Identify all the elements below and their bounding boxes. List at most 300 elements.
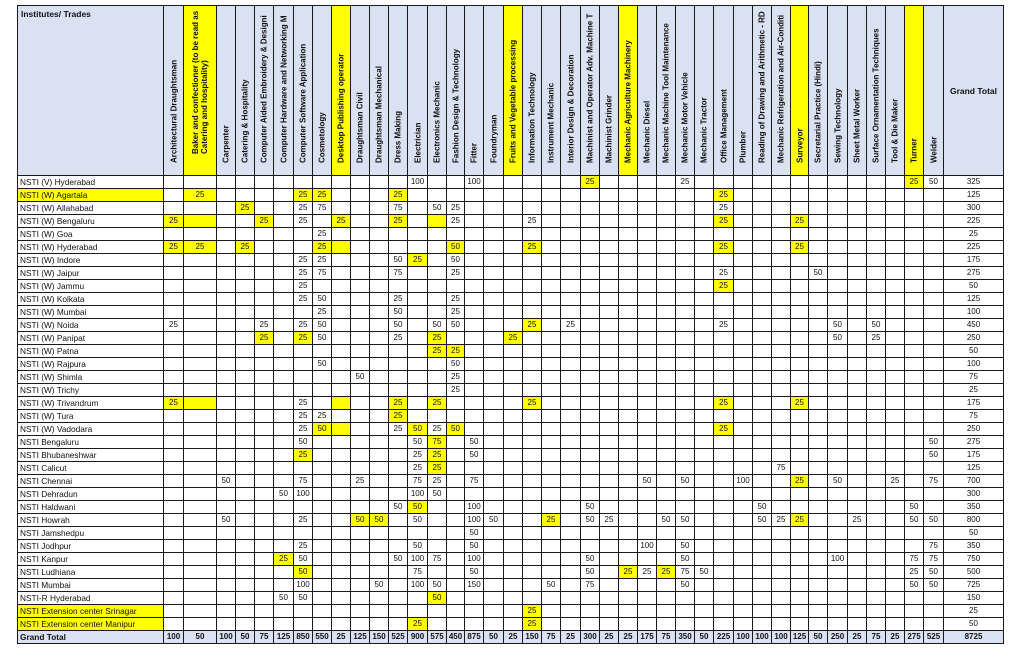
value-cell[interactable] xyxy=(484,202,504,215)
value-cell[interactable] xyxy=(657,605,676,618)
column-total-cell[interactable]: 75 xyxy=(255,631,274,644)
value-cell[interactable] xyxy=(447,397,465,410)
value-cell[interactable] xyxy=(905,306,924,319)
value-cell[interactable] xyxy=(924,267,944,280)
value-cell[interactable] xyxy=(809,384,828,397)
value-cell[interactable] xyxy=(164,579,184,592)
value-cell[interactable] xyxy=(809,527,828,540)
value-cell[interactable] xyxy=(791,423,809,436)
value-cell[interactable] xyxy=(523,553,542,566)
value-cell[interactable] xyxy=(581,358,600,371)
value-cell[interactable] xyxy=(217,605,236,618)
value-cell[interactable] xyxy=(523,514,542,527)
value-cell[interactable] xyxy=(619,449,638,462)
value-cell[interactable]: 50 xyxy=(408,423,428,436)
value-cell[interactable] xyxy=(809,293,828,306)
value-cell[interactable] xyxy=(828,488,848,501)
value-cell[interactable] xyxy=(504,293,523,306)
value-cell[interactable]: 50 xyxy=(465,449,484,462)
value-cell[interactable] xyxy=(164,332,184,345)
value-cell[interactable] xyxy=(867,514,886,527)
value-cell[interactable]: 50 xyxy=(484,514,504,527)
value-cell[interactable]: 25 xyxy=(657,566,676,579)
value-cell[interactable] xyxy=(484,488,504,501)
value-cell[interactable]: 25 xyxy=(428,423,447,436)
value-cell[interactable] xyxy=(332,514,351,527)
value-cell[interactable] xyxy=(561,397,581,410)
value-cell[interactable] xyxy=(734,254,753,267)
value-cell[interactable] xyxy=(695,215,714,228)
value-cell[interactable] xyxy=(867,566,886,579)
value-cell[interactable] xyxy=(523,462,542,475)
value-cell[interactable] xyxy=(447,514,465,527)
value-cell[interactable] xyxy=(676,306,695,319)
value-cell[interactable] xyxy=(428,254,447,267)
value-cell[interactable] xyxy=(504,436,523,449)
value-cell[interactable] xyxy=(848,566,867,579)
value-cell[interactable] xyxy=(313,527,332,540)
value-cell[interactable] xyxy=(236,462,255,475)
value-cell[interactable] xyxy=(905,371,924,384)
value-cell[interactable] xyxy=(255,553,274,566)
value-cell[interactable] xyxy=(274,423,294,436)
value-cell[interactable]: 25 xyxy=(313,254,332,267)
value-cell[interactable] xyxy=(428,215,447,228)
value-cell[interactable] xyxy=(484,462,504,475)
value-cell[interactable]: 25 xyxy=(294,189,313,202)
value-cell[interactable] xyxy=(848,202,867,215)
value-cell[interactable] xyxy=(791,579,809,592)
row-grand-total-cell[interactable]: 50 xyxy=(944,345,1004,358)
value-cell[interactable]: 50 xyxy=(905,501,924,514)
value-cell[interactable] xyxy=(332,280,351,293)
value-cell[interactable] xyxy=(255,618,274,631)
value-cell[interactable] xyxy=(236,579,255,592)
value-cell[interactable] xyxy=(184,332,217,345)
value-cell[interactable] xyxy=(905,410,924,423)
value-cell[interactable] xyxy=(184,566,217,579)
value-cell[interactable] xyxy=(828,527,848,540)
value-cell[interactable] xyxy=(236,176,255,189)
value-cell[interactable]: 25 xyxy=(791,215,809,228)
value-cell[interactable]: 25 xyxy=(294,293,313,306)
value-cell[interactable] xyxy=(924,488,944,501)
column-header[interactable] xyxy=(484,6,504,176)
value-cell[interactable] xyxy=(753,215,772,228)
value-cell[interactable]: 100 xyxy=(734,475,753,488)
value-cell[interactable] xyxy=(734,553,753,566)
value-cell[interactable] xyxy=(236,293,255,306)
value-cell[interactable] xyxy=(428,605,447,618)
value-cell[interactable] xyxy=(313,397,332,410)
value-cell[interactable] xyxy=(657,384,676,397)
value-cell[interactable] xyxy=(561,306,581,319)
value-cell[interactable]: 25 xyxy=(676,176,695,189)
value-cell[interactable]: 75 xyxy=(581,579,600,592)
value-cell[interactable] xyxy=(734,501,753,514)
value-cell[interactable] xyxy=(504,592,523,605)
value-cell[interactable] xyxy=(695,202,714,215)
value-cell[interactable] xyxy=(408,371,428,384)
value-cell[interactable] xyxy=(255,592,274,605)
value-cell[interactable] xyxy=(905,462,924,475)
value-cell[interactable] xyxy=(772,579,791,592)
value-cell[interactable] xyxy=(619,189,638,202)
value-cell[interactable] xyxy=(657,449,676,462)
value-cell[interactable] xyxy=(600,475,619,488)
value-cell[interactable] xyxy=(484,176,504,189)
value-cell[interactable] xyxy=(408,345,428,358)
value-cell[interactable]: 100 xyxy=(638,540,657,553)
value-cell[interactable] xyxy=(236,215,255,228)
value-cell[interactable] xyxy=(905,293,924,306)
value-cell[interactable] xyxy=(523,371,542,384)
value-cell[interactable] xyxy=(638,189,657,202)
value-cell[interactable] xyxy=(828,605,848,618)
value-cell[interactable] xyxy=(848,280,867,293)
value-cell[interactable] xyxy=(184,436,217,449)
column-total-cell[interactable]: 525 xyxy=(924,631,944,644)
value-cell[interactable] xyxy=(924,501,944,514)
value-cell[interactable] xyxy=(848,345,867,358)
value-cell[interactable]: 25 xyxy=(428,397,447,410)
value-cell[interactable]: 75 xyxy=(408,566,428,579)
value-cell[interactable] xyxy=(217,345,236,358)
value-cell[interactable] xyxy=(184,488,217,501)
institute-name-cell[interactable]: NSTI (W) Jaipur xyxy=(18,267,164,280)
column-total-cell[interactable]: 25 xyxy=(504,631,523,644)
value-cell[interactable]: 50 xyxy=(294,592,313,605)
value-cell[interactable] xyxy=(734,384,753,397)
column-total-cell[interactable]: 450 xyxy=(447,631,465,644)
value-cell[interactable] xyxy=(809,592,828,605)
value-cell[interactable] xyxy=(828,397,848,410)
value-cell[interactable] xyxy=(791,293,809,306)
value-cell[interactable] xyxy=(447,462,465,475)
value-cell[interactable] xyxy=(848,267,867,280)
value-cell[interactable] xyxy=(638,202,657,215)
value-cell[interactable] xyxy=(504,384,523,397)
value-cell[interactable] xyxy=(370,436,389,449)
value-cell[interactable] xyxy=(351,501,370,514)
column-header[interactable] xyxy=(848,6,867,176)
value-cell[interactable] xyxy=(408,215,428,228)
value-cell[interactable] xyxy=(313,215,332,228)
row-grand-total-cell[interactable]: 800 xyxy=(944,514,1004,527)
value-cell[interactable] xyxy=(695,189,714,202)
value-cell[interactable] xyxy=(809,280,828,293)
value-cell[interactable] xyxy=(447,475,465,488)
value-cell[interactable] xyxy=(332,566,351,579)
value-cell[interactable] xyxy=(619,280,638,293)
value-cell[interactable] xyxy=(714,540,734,553)
value-cell[interactable] xyxy=(619,475,638,488)
value-cell[interactable] xyxy=(695,306,714,319)
row-grand-total-cell[interactable]: 25 xyxy=(944,228,1004,241)
value-cell[interactable] xyxy=(924,228,944,241)
value-cell[interactable] xyxy=(791,527,809,540)
value-cell[interactable] xyxy=(164,449,184,462)
value-cell[interactable] xyxy=(867,176,886,189)
value-cell[interactable] xyxy=(734,605,753,618)
value-cell[interactable] xyxy=(886,592,905,605)
value-cell[interactable] xyxy=(447,449,465,462)
value-cell[interactable] xyxy=(351,488,370,501)
value-cell[interactable] xyxy=(274,449,294,462)
value-cell[interactable] xyxy=(217,384,236,397)
value-cell[interactable]: 100 xyxy=(408,579,428,592)
value-cell[interactable] xyxy=(657,488,676,501)
value-cell[interactable] xyxy=(791,358,809,371)
value-cell[interactable] xyxy=(447,553,465,566)
value-cell[interactable] xyxy=(370,332,389,345)
value-cell[interactable] xyxy=(791,267,809,280)
column-total-cell[interactable]: 100 xyxy=(217,631,236,644)
value-cell[interactable]: 25 xyxy=(447,345,465,358)
value-cell[interactable] xyxy=(428,527,447,540)
value-cell[interactable] xyxy=(465,280,484,293)
value-cell[interactable] xyxy=(714,475,734,488)
value-cell[interactable] xyxy=(236,280,255,293)
value-cell[interactable] xyxy=(848,488,867,501)
value-cell[interactable] xyxy=(676,267,695,280)
value-cell[interactable] xyxy=(886,397,905,410)
value-cell[interactable] xyxy=(351,618,370,631)
value-cell[interactable] xyxy=(714,332,734,345)
value-cell[interactable] xyxy=(753,267,772,280)
institute-name-cell[interactable]: NSTI Howrah xyxy=(18,514,164,527)
value-cell[interactable] xyxy=(370,176,389,189)
value-cell[interactable] xyxy=(523,410,542,423)
value-cell[interactable] xyxy=(217,449,236,462)
column-header[interactable] xyxy=(274,6,294,176)
value-cell[interactable] xyxy=(523,306,542,319)
value-cell[interactable] xyxy=(408,189,428,202)
value-cell[interactable]: 50 xyxy=(695,566,714,579)
value-cell[interactable] xyxy=(428,501,447,514)
value-cell[interactable] xyxy=(867,384,886,397)
value-cell[interactable] xyxy=(351,540,370,553)
value-cell[interactable] xyxy=(523,592,542,605)
value-cell[interactable] xyxy=(523,228,542,241)
value-cell[interactable] xyxy=(867,436,886,449)
value-cell[interactable] xyxy=(791,280,809,293)
column-header[interactable] xyxy=(600,6,619,176)
column-total-cell[interactable]: 50 xyxy=(809,631,828,644)
value-cell[interactable]: 100 xyxy=(408,176,428,189)
value-cell[interactable] xyxy=(236,306,255,319)
value-cell[interactable] xyxy=(924,462,944,475)
value-cell[interactable] xyxy=(809,436,828,449)
value-cell[interactable] xyxy=(523,280,542,293)
value-cell[interactable] xyxy=(809,553,828,566)
value-cell[interactable] xyxy=(465,462,484,475)
column-total-cell[interactable]: 100 xyxy=(753,631,772,644)
value-cell[interactable] xyxy=(465,618,484,631)
value-cell[interactable] xyxy=(294,527,313,540)
value-cell[interactable] xyxy=(600,540,619,553)
row-grand-total-cell[interactable]: 50 xyxy=(944,618,1004,631)
value-cell[interactable] xyxy=(638,358,657,371)
value-cell[interactable] xyxy=(255,358,274,371)
value-cell[interactable] xyxy=(828,345,848,358)
value-cell[interactable] xyxy=(886,410,905,423)
value-cell[interactable] xyxy=(714,514,734,527)
value-cell[interactable] xyxy=(313,488,332,501)
value-cell[interactable]: 25 xyxy=(447,215,465,228)
value-cell[interactable] xyxy=(184,306,217,319)
value-cell[interactable] xyxy=(734,540,753,553)
value-cell[interactable] xyxy=(523,449,542,462)
institute-name-cell[interactable]: NSTI Jodhpur xyxy=(18,540,164,553)
value-cell[interactable] xyxy=(523,540,542,553)
value-cell[interactable] xyxy=(905,527,924,540)
value-cell[interactable] xyxy=(561,254,581,267)
value-cell[interactable] xyxy=(867,410,886,423)
institute-name-cell[interactable]: NSTI (W) Panipat xyxy=(18,332,164,345)
value-cell[interactable]: 50 xyxy=(313,332,332,345)
value-cell[interactable] xyxy=(753,527,772,540)
value-cell[interactable] xyxy=(772,358,791,371)
value-cell[interactable] xyxy=(542,592,561,605)
value-cell[interactable]: 25 xyxy=(332,215,351,228)
value-cell[interactable] xyxy=(274,189,294,202)
value-cell[interactable] xyxy=(848,371,867,384)
value-cell[interactable] xyxy=(408,293,428,306)
value-cell[interactable] xyxy=(561,358,581,371)
value-cell[interactable] xyxy=(848,293,867,306)
value-cell[interactable] xyxy=(351,345,370,358)
column-total-cell[interactable]: 150 xyxy=(523,631,542,644)
value-cell[interactable] xyxy=(504,488,523,501)
value-cell[interactable] xyxy=(294,371,313,384)
value-cell[interactable] xyxy=(791,202,809,215)
grand-total-header[interactable]: Grand Total xyxy=(944,6,1004,176)
value-cell[interactable] xyxy=(255,202,274,215)
value-cell[interactable] xyxy=(351,410,370,423)
value-cell[interactable] xyxy=(313,501,332,514)
value-cell[interactable] xyxy=(886,319,905,332)
value-cell[interactable] xyxy=(886,228,905,241)
column-total-cell[interactable]: 100 xyxy=(164,631,184,644)
value-cell[interactable] xyxy=(542,293,561,306)
value-cell[interactable] xyxy=(924,345,944,358)
value-cell[interactable] xyxy=(561,280,581,293)
value-cell[interactable] xyxy=(619,514,638,527)
value-cell[interactable] xyxy=(164,189,184,202)
value-cell[interactable] xyxy=(370,241,389,254)
value-cell[interactable] xyxy=(542,462,561,475)
value-cell[interactable] xyxy=(619,488,638,501)
value-cell[interactable] xyxy=(791,384,809,397)
value-cell[interactable] xyxy=(370,488,389,501)
value-cell[interactable] xyxy=(867,579,886,592)
value-cell[interactable] xyxy=(809,462,828,475)
value-cell[interactable] xyxy=(828,215,848,228)
value-cell[interactable] xyxy=(332,332,351,345)
value-cell[interactable] xyxy=(714,345,734,358)
value-cell[interactable] xyxy=(217,267,236,280)
value-cell[interactable] xyxy=(408,202,428,215)
value-cell[interactable]: 50 xyxy=(217,514,236,527)
value-cell[interactable] xyxy=(619,293,638,306)
value-cell[interactable] xyxy=(428,241,447,254)
institute-name-cell[interactable]: NSTI (W) Noida xyxy=(18,319,164,332)
value-cell[interactable] xyxy=(504,189,523,202)
value-cell[interactable]: 75 xyxy=(905,553,924,566)
value-cell[interactable]: 50 xyxy=(389,306,408,319)
value-cell[interactable] xyxy=(581,241,600,254)
value-cell[interactable] xyxy=(638,436,657,449)
value-cell[interactable] xyxy=(886,293,905,306)
value-cell[interactable]: 75 xyxy=(924,540,944,553)
value-cell[interactable]: 100 xyxy=(294,488,313,501)
value-cell[interactable] xyxy=(523,527,542,540)
value-cell[interactable] xyxy=(504,540,523,553)
value-cell[interactable] xyxy=(504,423,523,436)
value-cell[interactable] xyxy=(791,488,809,501)
value-cell[interactable] xyxy=(255,436,274,449)
value-cell[interactable] xyxy=(867,267,886,280)
value-cell[interactable] xyxy=(370,384,389,397)
value-cell[interactable] xyxy=(600,267,619,280)
value-cell[interactable] xyxy=(581,202,600,215)
institute-name-cell[interactable]: NSTI Extension center Srinagar xyxy=(18,605,164,618)
value-cell[interactable] xyxy=(924,384,944,397)
value-cell[interactable] xyxy=(886,618,905,631)
value-cell[interactable] xyxy=(676,332,695,345)
value-cell[interactable] xyxy=(600,202,619,215)
value-cell[interactable] xyxy=(332,423,351,436)
value-cell[interactable] xyxy=(465,319,484,332)
value-cell[interactable] xyxy=(236,345,255,358)
column-header[interactable] xyxy=(408,6,428,176)
value-cell[interactable] xyxy=(734,189,753,202)
value-cell[interactable] xyxy=(791,306,809,319)
value-cell[interactable]: 25 xyxy=(389,410,408,423)
value-cell[interactable] xyxy=(561,423,581,436)
value-cell[interactable] xyxy=(332,384,351,397)
value-cell[interactable] xyxy=(184,527,217,540)
value-cell[interactable] xyxy=(848,358,867,371)
column-total-cell[interactable]: 125 xyxy=(351,631,370,644)
value-cell[interactable]: 25 xyxy=(714,189,734,202)
value-cell[interactable] xyxy=(332,527,351,540)
value-cell[interactable] xyxy=(184,540,217,553)
value-cell[interactable] xyxy=(217,371,236,384)
row-grand-total-cell[interactable]: 300 xyxy=(944,202,1004,215)
value-cell[interactable] xyxy=(676,605,695,618)
value-cell[interactable] xyxy=(676,488,695,501)
value-cell[interactable] xyxy=(217,423,236,436)
value-cell[interactable] xyxy=(753,293,772,306)
value-cell[interactable] xyxy=(828,618,848,631)
value-cell[interactable]: 25 xyxy=(408,449,428,462)
value-cell[interactable] xyxy=(657,397,676,410)
value-cell[interactable] xyxy=(924,605,944,618)
value-cell[interactable] xyxy=(523,293,542,306)
value-cell[interactable] xyxy=(676,293,695,306)
value-cell[interactable]: 25 xyxy=(294,267,313,280)
value-cell[interactable] xyxy=(772,449,791,462)
value-cell[interactable] xyxy=(332,488,351,501)
value-cell[interactable] xyxy=(734,527,753,540)
value-cell[interactable] xyxy=(848,397,867,410)
value-cell[interactable]: 25 xyxy=(428,449,447,462)
value-cell[interactable] xyxy=(184,384,217,397)
value-cell[interactable] xyxy=(236,332,255,345)
value-cell[interactable] xyxy=(313,280,332,293)
